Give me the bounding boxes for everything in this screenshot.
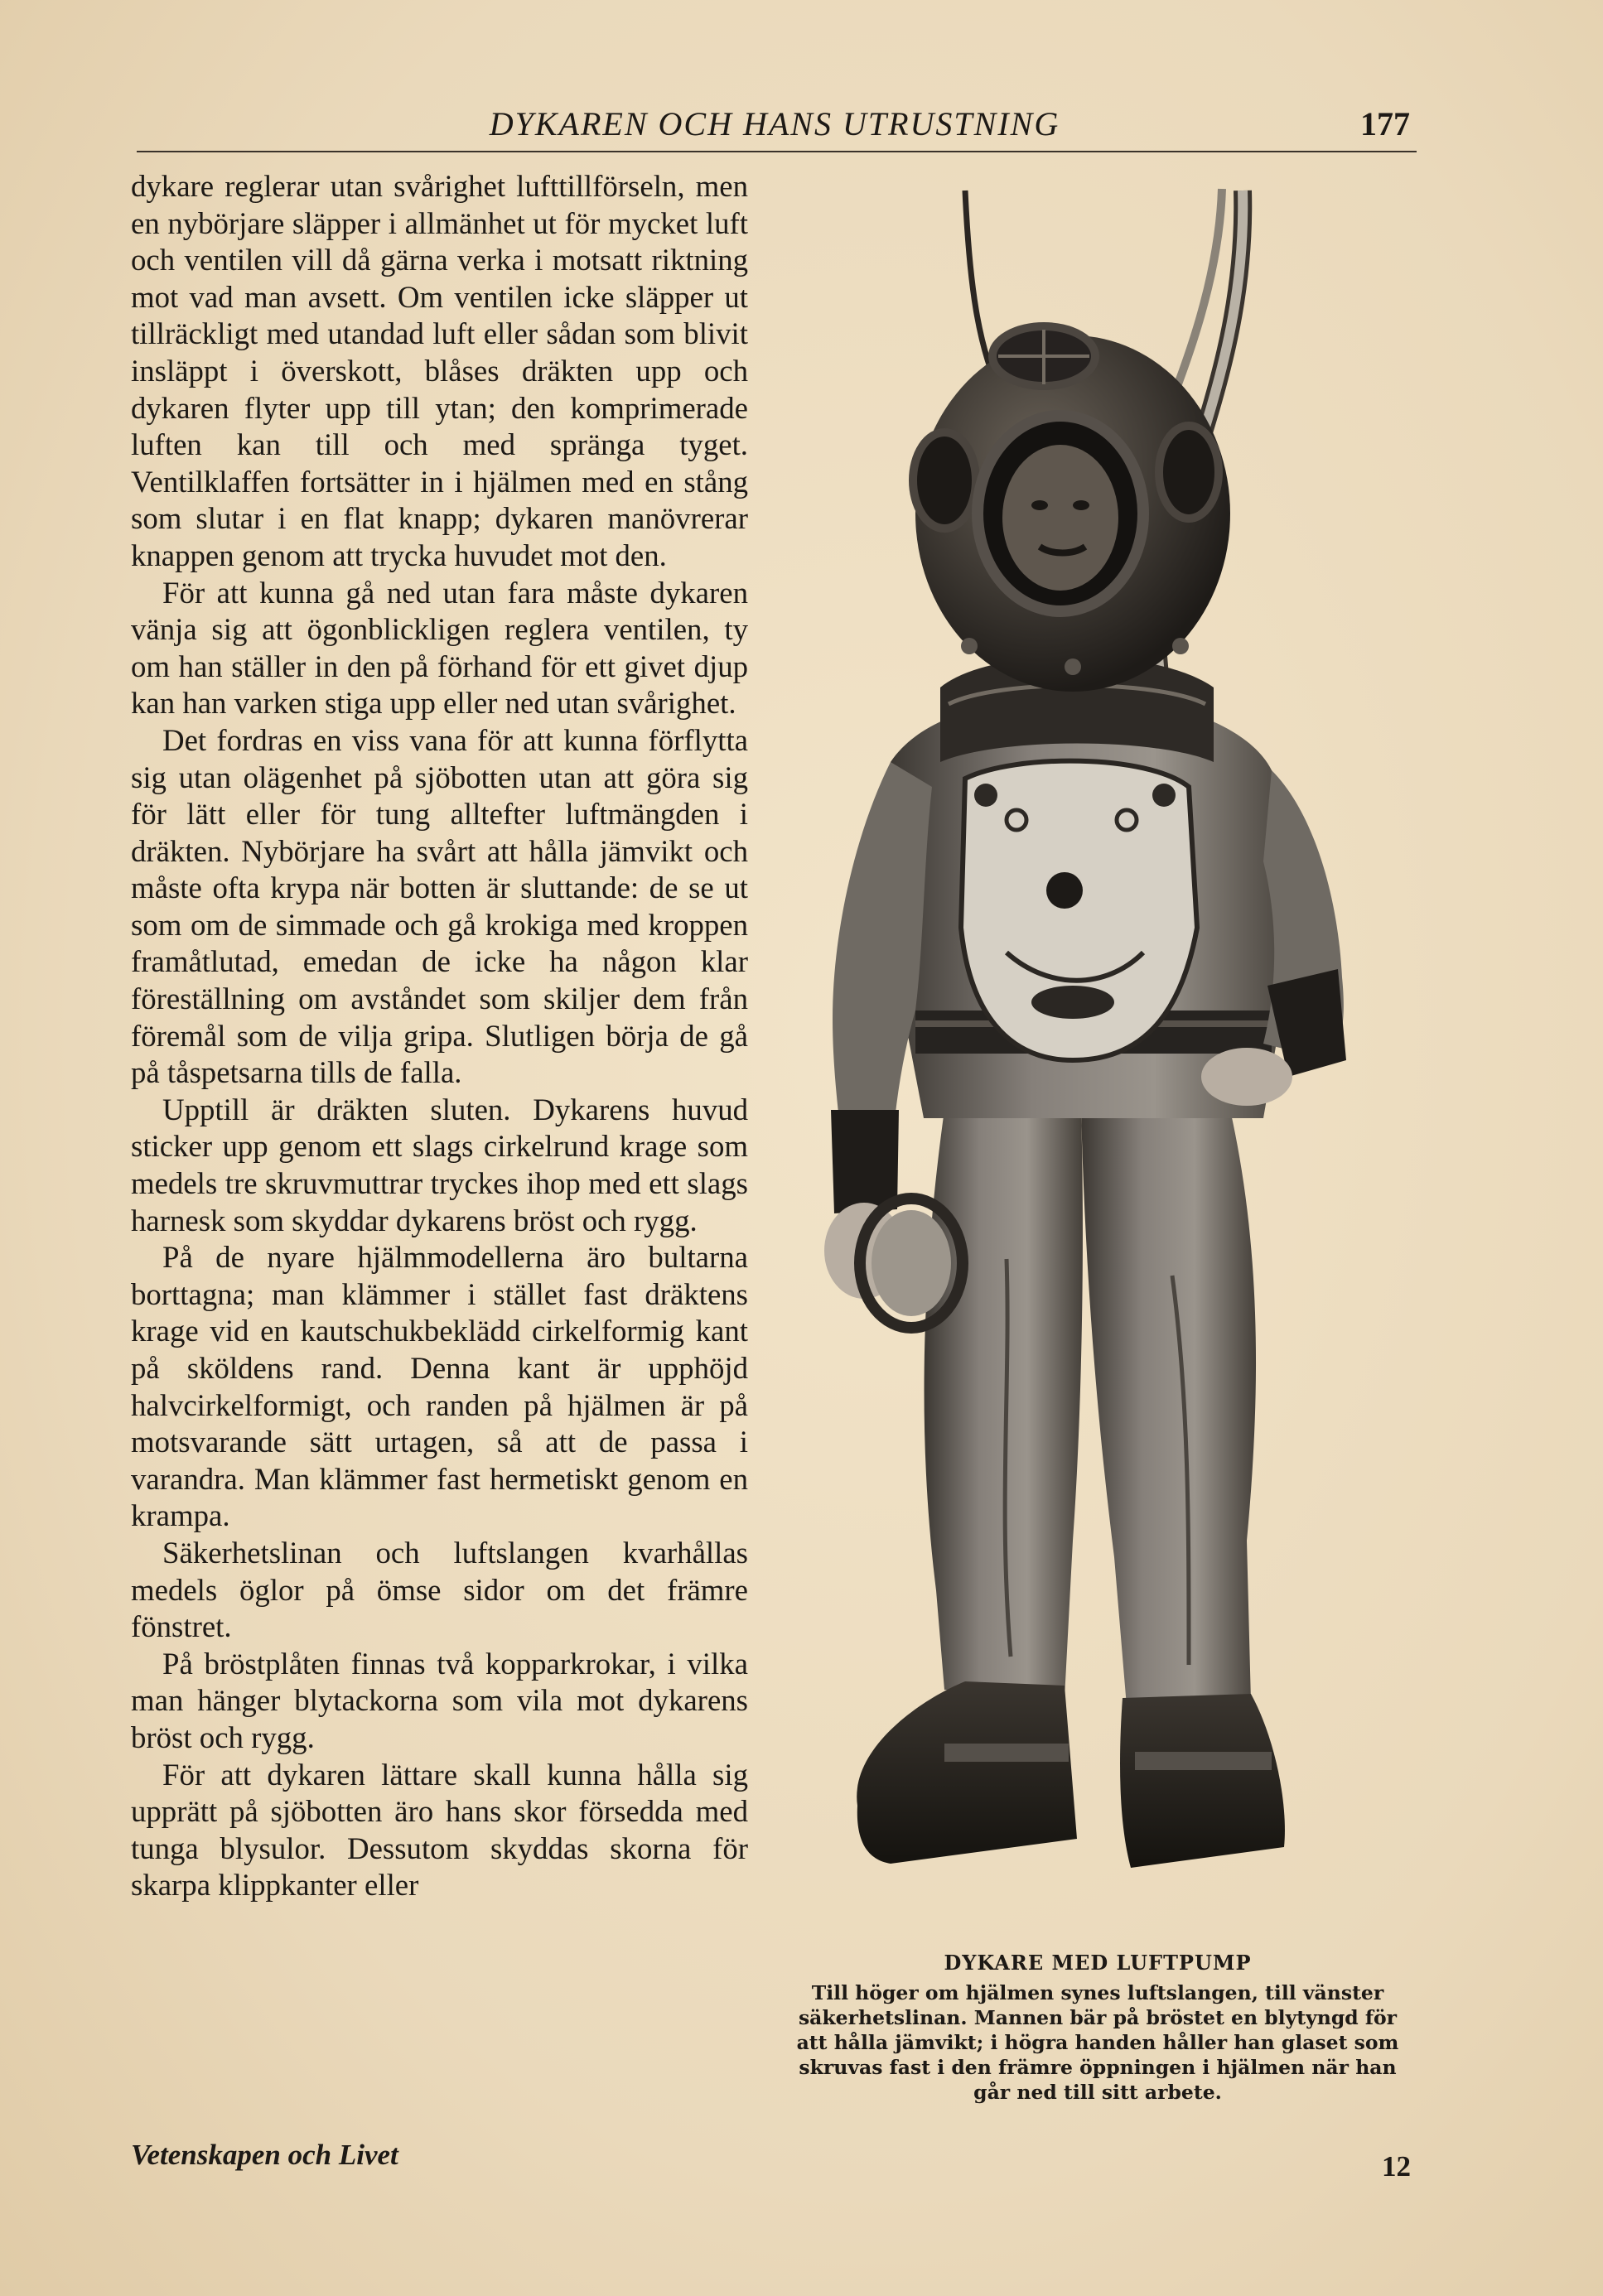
page-header (137, 98, 1417, 152)
paragraph: För att kunna gå ned utan fara måste dykaren vänja sig att ögonblickligen reglera ventilen, ty om han ställer in den på förhand för ett givet djup kan han varken stiga upp eller ned utan svårighet. (131, 575, 748, 721)
running-title: DYKAREN OCH HANS UTRUSTNING (489, 105, 1060, 142)
diver-photograph (799, 182, 1363, 1922)
caption-text: Till höger om hjälmen synes luftslangen, till vänster säkerhetslinan. Mannen bär på bröstet en blytyngd för att hålla jämvikt; i högra handen håller han glaset som skruvas fast i den främre öppningen i hjälmen när han går ned till sitt arbete. (796, 1981, 1399, 2104)
paragraph: Upptill är dräkten sluten. Dykarens huvud sticker upp genom ett slags cirkelrund krage som medels tre skruvmuttrar tryckes ihop med ett slags harnesk som skyddar dykarens bröst och rygg. (131, 1092, 748, 1237)
paragraph: På de nyare hjälmmodellerna äro bultarna borttagna; man klämmer i stället fast dräktens krage vid en kautschukbeklädd cirkelformig kant på sköldens rand. Denna kant är upphöjd halvcirkelformigt, och randen på hjälmen är på motsvarande sätt urtagen, så att de passa i varandra. Man klämmer fast hermetiskt genom en krampa. (131, 1240, 748, 1533)
body-text-column (131, 168, 748, 2120)
signature-number: 12 (1382, 2150, 1411, 2183)
paragraph: dykare reglerar utan svårighet lufttillförseln, men en nybörjare släpper i allmänhet ut för mycket luft och ventilen vill då gärna verka i motsatt riktning mot vad man avsett. Om ventilen icke släpper ut tillräckligt med utandad luft eller sådan som blivit insläppt i överskott, blåses dräkten upp och dykaren flyter upp till ytan; den komprimerade luften kan till och med spränga tyget. Ventilklaffen fortsätter in i hjälmen med en stång som slutar i en flat knapp; dykaren manövrerar knappen genom att trycka huvudet mot den. (131, 169, 748, 572)
paragraph: För att dykaren lättare skall kunna hålla sig upprätt på sjöbotten äro hans skor försedda med tunga blysulor. Dessutom skyddas skorna för skarpa klippkanter eller (131, 1757, 748, 1903)
page-number: 177 (1360, 105, 1410, 142)
paragraph: Säkerhetslinan och luftslangen kvarhållas medels öglor på ömse sidor om det främre fönstret. (131, 1535, 748, 1644)
figure-caption (783, 1951, 1412, 2105)
paragraph: Det fordras en viss vana för att kunna förflytta sig utan olägenhet på sjöbotten utan att göra sig för lätt eller för tung alltefter luftmängden i dräkten. Nybörjare ha svårt att hålla jämvikt och måste ofta krypa när botten är sluttande: de se ut som om de simmade och gå krokiga med kroppen framåtlutad, emedan de icke ha någon klar föreställning om avståndet som skiljer dem från föremål som de vilja gripa. Slutligen börja de gå på tåspetsarna tills de falla. (131, 722, 748, 1090)
caption-title: DYKARE MED LUFTPUMP (944, 1951, 1252, 1975)
paragraph: På bröstplåten finnas två kopparkrokar, i vilka man hänger blytackorna som vila mot dykarens bröst och rygg. (131, 1646, 748, 1754)
journal-name: Vetenskapen och Livet (131, 2139, 398, 2171)
